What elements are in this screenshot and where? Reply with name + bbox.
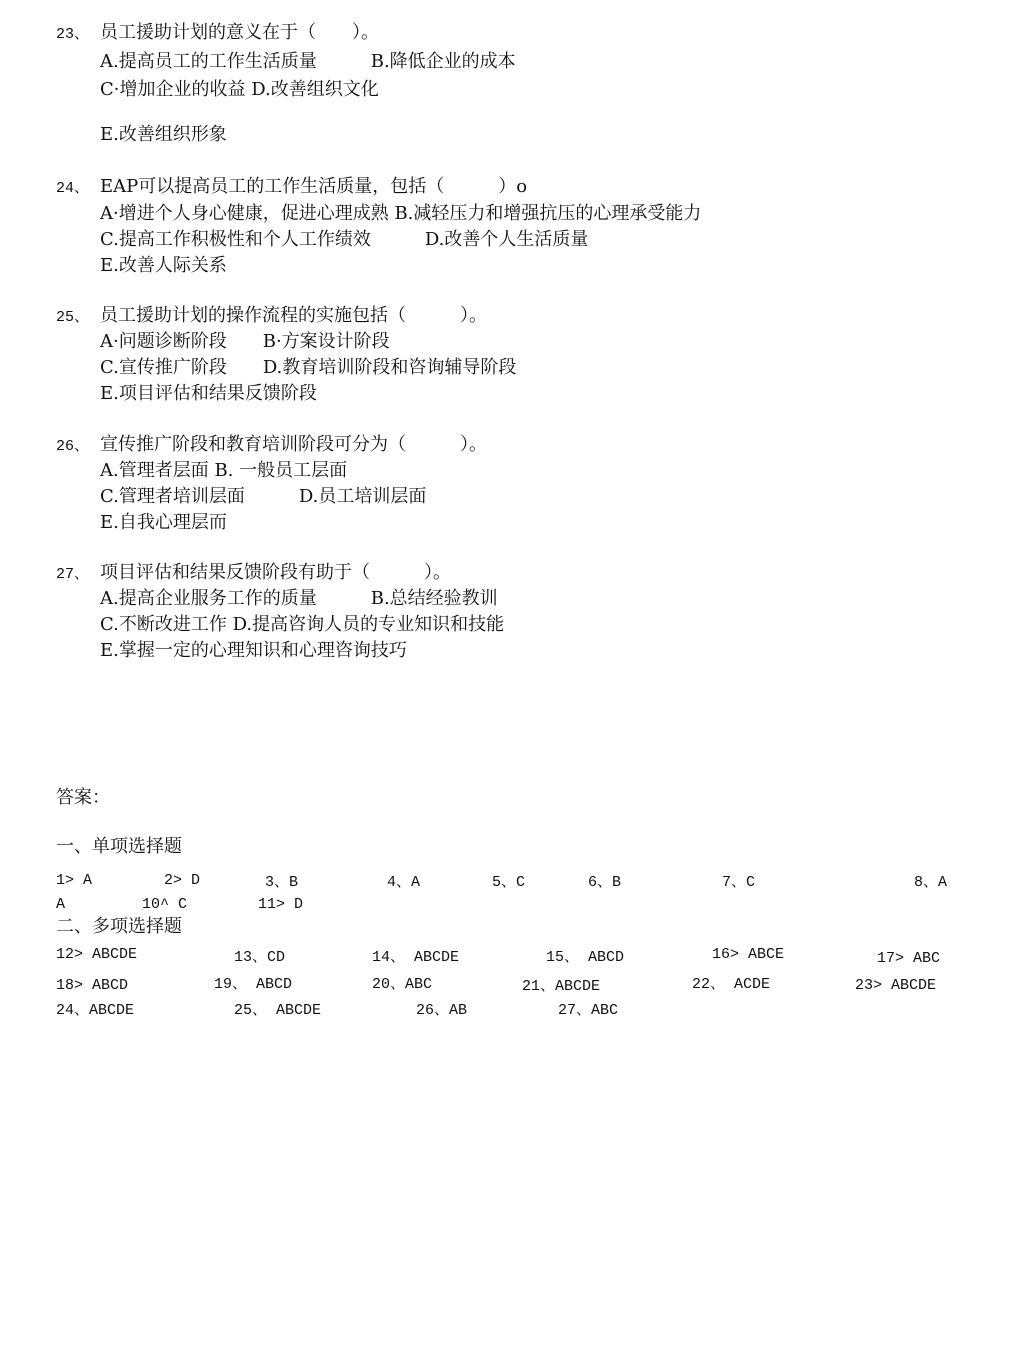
- answer-item: 1> A: [56, 872, 93, 889]
- answer-item: A: [56, 896, 66, 913]
- option-line: E.改善人际关系: [100, 255, 227, 276]
- answer-item: 15、 ABCD: [546, 949, 625, 966]
- answer-item: 13、CD: [234, 949, 286, 966]
- option-line: A·增进个人身心健康，促进心理成熟 B.减轻压力和增强抗压的心理承受能力: [100, 203, 702, 224]
- option-line: A.提高员工的工作生活质量 B.降低企业的成本: [100, 51, 516, 72]
- multi-choice-title: 二、多项选择题: [56, 916, 182, 937]
- answer-item: 22、 ACDE: [692, 976, 771, 993]
- question-number: 24、: [56, 180, 90, 197]
- answer-item: 24、ABCDE: [56, 1002, 135, 1019]
- answer-item: 27、ABC: [558, 1002, 619, 1019]
- option-line: E.项目评估和结果反馈阶段: [100, 383, 317, 404]
- question-number: 26、: [56, 438, 90, 455]
- option-line: C.不断改进工作 D.提高咨询人员的专业知识和技能: [100, 614, 505, 635]
- option-line: A.管理者层面 B. 一般员工层面: [100, 460, 348, 481]
- answers-heading: 答案：: [56, 787, 110, 808]
- answer-item: 26、AB: [416, 1002, 468, 1019]
- option-line: E.自我心理层而: [100, 512, 227, 533]
- option-line: C.宣传推广阶段 D.教育培训阶段和咨询辅导阶段: [100, 357, 517, 378]
- option-line: A.提高企业服务工作的质量 B.总结经验教训: [100, 588, 498, 609]
- question-text: 项目评估和结果反馈阶段有助于（ ）。: [100, 562, 451, 583]
- question-text: 员工援助计划的操作流程的实施包括（ ）。: [100, 305, 487, 326]
- question-text: EAP可以提高员工的工作生活质量，包括（ ）o: [100, 176, 528, 197]
- answer-item: 25、 ABCDE: [234, 1002, 322, 1019]
- answer-item: 14、 ABCDE: [372, 949, 460, 966]
- answer-item: 6、B: [588, 874, 622, 891]
- answer-item: 11> D: [258, 896, 304, 913]
- answer-item: 18> ABCD: [56, 977, 129, 994]
- option-line: E.改善组织形象: [100, 124, 227, 145]
- single-choice-title: 一、单项选择题: [56, 836, 182, 857]
- answer-item: 4、A: [387, 874, 421, 891]
- question-number: 25、: [56, 309, 90, 326]
- answer-item: 19、 ABCD: [214, 976, 293, 993]
- answer-item: 3、B: [265, 874, 299, 891]
- answer-item: 8、A: [914, 874, 948, 891]
- answer-item: 20、ABC: [372, 976, 433, 993]
- answer-item: 23> ABCDE: [855, 977, 937, 994]
- answer-item: 21、ABCDE: [522, 978, 601, 995]
- answer-item: 16> ABCE: [712, 946, 785, 963]
- option-line: E.掌握一定的心理知识和心理咨询技巧: [100, 640, 407, 661]
- answer-item: 7、C: [722, 874, 756, 891]
- option-line: C.管理者培训层面 D.员工培训层面: [100, 486, 427, 507]
- question-text: 宣传推广阶段和教育培训阶段可分为（ ）。: [100, 434, 487, 455]
- option-line: C·增加企业的收益 D.改善组织文化: [100, 79, 379, 100]
- question-number: 23、: [56, 26, 90, 43]
- answer-item: 12> ABCDE: [56, 946, 138, 963]
- answer-item: 10^ C: [142, 896, 188, 913]
- question-number: 27、: [56, 566, 90, 583]
- answer-item: 5、C: [492, 874, 526, 891]
- option-line: C.提高工作积极性和个人工作绩效 D.改善个人生活质量: [100, 229, 589, 250]
- answer-item: 2> D: [164, 872, 201, 889]
- question-text: 员工援助计划的意义在于（ ）。: [100, 22, 379, 43]
- answer-item: 17> ABC: [877, 950, 941, 967]
- option-line: A·问题诊断阶段 B·方案设计阶段: [100, 331, 390, 352]
